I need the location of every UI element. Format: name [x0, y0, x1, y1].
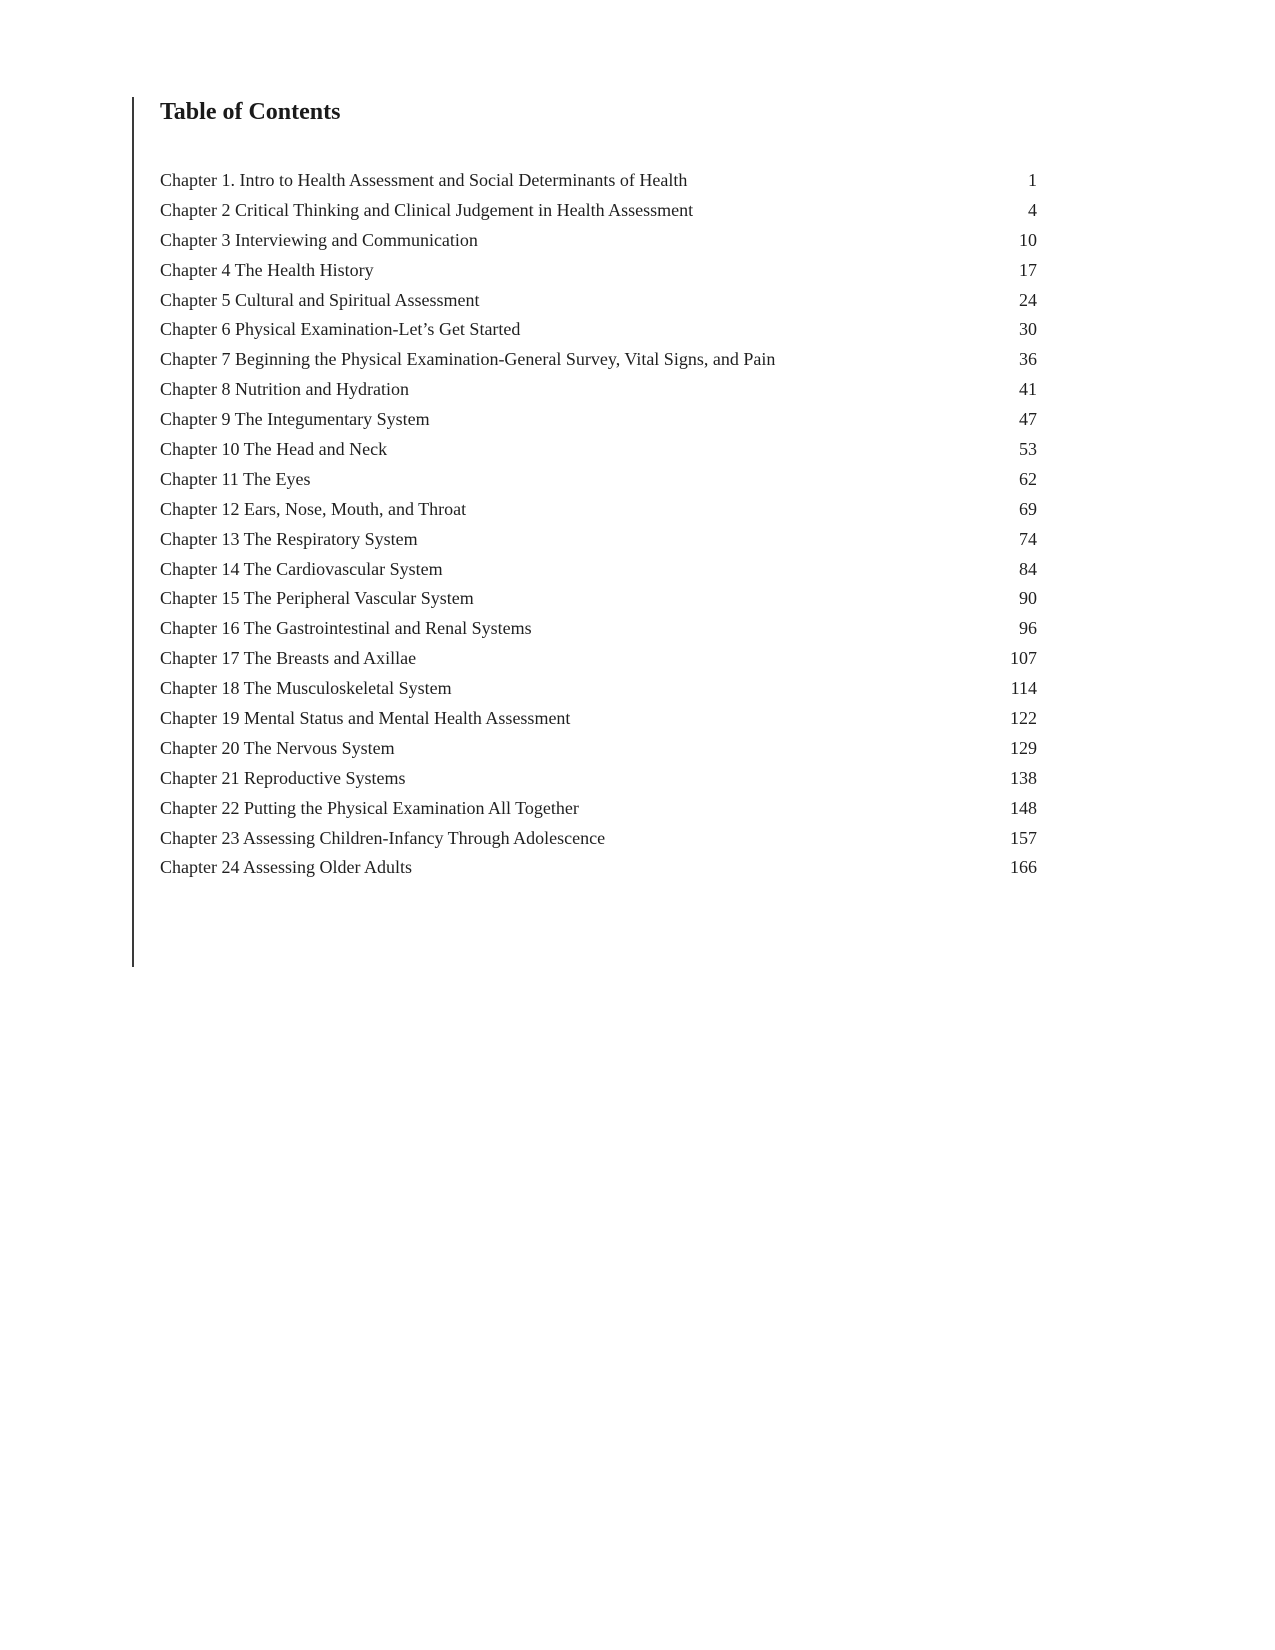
toc-entry[interactable]	[160, 495, 1037, 525]
toc-entry-page-number: 84	[1019, 558, 1037, 579]
toc-entry[interactable]	[160, 375, 1037, 405]
toc-entry-title: Chapter 22 Putting the Physical Examination All Together	[160, 797, 579, 818]
toc-entry-page-number: 69	[1019, 498, 1037, 519]
toc-entry-title: Chapter 15 The Peripheral Vascular System	[160, 588, 474, 609]
toc-entry-page-number: 53	[1019, 439, 1037, 460]
toc-entry-title: Chapter 8 Nutrition and Hydration	[160, 379, 409, 400]
toc-entry[interactable]	[160, 166, 1037, 196]
toc-entry-title: Chapter 18 The Musculoskeletal System	[160, 678, 452, 699]
toc-entry-title: Chapter 19 Mental Status and Mental Health Assessment	[160, 708, 571, 729]
toc-entry[interactable]	[160, 196, 1037, 226]
toc-entry[interactable]	[160, 644, 1037, 674]
toc-entry[interactable]	[160, 345, 1037, 375]
toc-entry-title: Chapter 21 Reproductive Systems	[160, 767, 406, 788]
toc-entry-title: Chapter 17 The Breasts and Axillae	[160, 648, 417, 669]
toc-entry-page-number: 17	[1019, 259, 1037, 280]
toc-entry-title: Chapter 13 The Respiratory System	[160, 528, 418, 549]
toc-entry[interactable]	[160, 794, 1037, 824]
toc-entry[interactable]	[160, 704, 1037, 734]
toc-entry[interactable]	[160, 286, 1037, 316]
toc-entry[interactable]	[160, 734, 1037, 764]
toc-entry[interactable]	[160, 405, 1037, 435]
toc-entry[interactable]	[160, 555, 1037, 585]
toc-entry[interactable]	[160, 674, 1037, 704]
toc-entry-page-number: 138	[1010, 767, 1037, 788]
toc-entry-page-number: 24	[1019, 289, 1037, 310]
toc-title: Table of Contents	[160, 99, 341, 125]
toc-entry-page-number: 41	[1019, 379, 1037, 400]
toc-entry-page-number: 157	[1010, 827, 1037, 848]
toc-entry-title: Chapter 11 The Eyes	[160, 468, 311, 489]
toc-entry[interactable]	[160, 435, 1037, 465]
toc-entry[interactable]	[160, 584, 1037, 614]
toc-entry-title: Chapter 6 Physical Examination-Let’s Get Started	[160, 319, 521, 340]
toc-entry[interactable]	[160, 315, 1037, 345]
toc-entry-title: Chapter 1. Intro to Health Assessment and Social Determinants of Health	[160, 170, 688, 190]
toc-entry-title: Chapter 16 The Gastrointestinal and Renal Systems	[160, 618, 532, 639]
toc-entry[interactable]	[160, 824, 1037, 854]
toc-entry-page-number: 107	[1010, 648, 1037, 669]
toc-entry[interactable]	[160, 614, 1037, 644]
toc-entry-title: Chapter 20 The Nervous System	[160, 737, 395, 758]
toc-entry[interactable]	[160, 226, 1037, 256]
toc-entry-page-number: 129	[1010, 737, 1037, 758]
toc-entry[interactable]	[160, 853, 1037, 883]
toc-entry-title: Chapter 4 The Health History	[160, 259, 374, 280]
toc-entry-title: Chapter 12 Ears, Nose, Mouth, and Throat	[160, 498, 467, 519]
toc-entry-title: Chapter 2 Critical Thinking and Clinical Judgement in Health Assessment	[160, 199, 694, 220]
toc-entry-title: Chapter 10 The Head and Neck	[160, 439, 388, 460]
toc-entry[interactable]	[160, 465, 1037, 495]
toc-entry-page-number: 47	[1019, 409, 1037, 430]
toc-entry-page-number: 166	[1010, 857, 1037, 878]
toc-entry-title: Chapter 23 Assessing Children-Infancy Through Adolescence	[160, 827, 606, 848]
toc-entry-page-number: 122	[1010, 708, 1037, 729]
toc-entry-page-number: 90	[1019, 588, 1037, 609]
margin-bar	[132, 97, 134, 967]
toc-entry-page-number: 114	[1010, 678, 1037, 699]
toc-entry-page-number: 74	[1019, 528, 1037, 549]
toc-entry-page-number: 4	[1028, 199, 1037, 220]
toc-entry[interactable]	[160, 764, 1037, 794]
toc-entry-title: Chapter 5 Cultural and Spiritual Assessment	[160, 289, 480, 310]
toc-entry-title: Chapter 9 The Integumentary System	[160, 409, 430, 430]
toc-entry-page-number: 30	[1019, 319, 1037, 340]
toc-entry-title: Chapter 24 Assessing Older Adults	[160, 857, 412, 878]
toc-entry-title: Chapter 7 Beginning the Physical Examination-General Survey, Vital Signs, and Pain	[160, 349, 776, 370]
toc-entry[interactable]	[160, 525, 1037, 555]
toc-entry-page-number: 62	[1019, 468, 1037, 489]
toc-entry-page-number: 36	[1019, 349, 1037, 370]
toc-entry-title: Chapter 3 Interviewing and Communication	[160, 229, 478, 250]
toc-entry[interactable]	[160, 256, 1037, 286]
toc-entry-page-number: 10	[1019, 229, 1037, 250]
toc-list	[160, 166, 1037, 883]
toc-entry-page-number: 1	[1028, 170, 1037, 190]
toc-entry-title: Chapter 14 The Cardiovascular System	[160, 558, 443, 579]
toc-entry-page-number: 96	[1019, 618, 1037, 639]
toc-entry-page-number: 148	[1010, 797, 1037, 818]
